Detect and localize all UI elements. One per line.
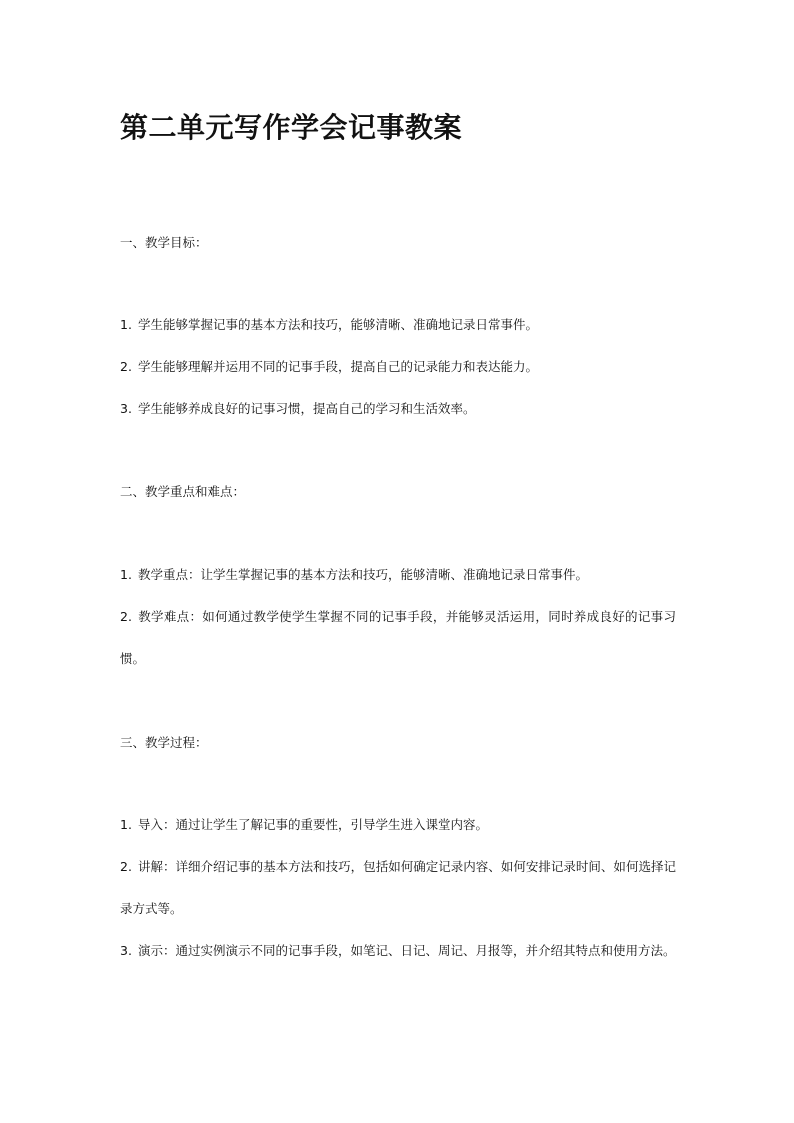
item-number: 2.	[120, 359, 132, 374]
item-text: 教学难点：如何通过教学使学生掌握不同的记事手段，并能够灵活运用，同时养成良好的记事习惯。	[120, 609, 676, 666]
item-number: 1.	[120, 567, 132, 582]
item-text: 讲解：详细介绍记事的基本方法和技巧，包括如何确定记录内容、如何安排记录时间、如何选择记录方式等。	[120, 859, 676, 916]
key-point-item-2	[120, 596, 676, 680]
section-heading-process: 三、教学过程：	[120, 735, 208, 750]
item-number: 3.	[120, 943, 132, 958]
item-text: 学生能够掌握记事的基本方法和技巧，能够清晰、准确地记录日常事件。	[137, 317, 538, 332]
item-text: 学生能够理解并运用不同的记事手段，提高自己的记录能力和表达能力。	[137, 359, 538, 374]
item-text: 演示：通过实例演示不同的记事手段，如笔记、日记、周记、月报等，并介绍其特点和使用方法。	[137, 943, 676, 958]
item-number: 3.	[120, 401, 132, 416]
item-number: 2.	[120, 609, 132, 624]
item-number: 2.	[120, 859, 132, 874]
process-item-2	[120, 846, 676, 930]
item-number: 1.	[120, 817, 132, 832]
process-item-1	[120, 804, 676, 846]
process-item-3	[120, 930, 676, 972]
item-number: 1.	[120, 317, 132, 332]
objective-item-2	[120, 346, 676, 388]
item-text: 导入：通过让学生了解记事的重要性，引导学生进入课堂内容。	[137, 817, 488, 832]
objective-item-1	[120, 304, 676, 346]
objective-item-3	[120, 388, 676, 430]
key-point-item-1	[120, 554, 676, 596]
section-heading-objectives: 一、教学目标：	[120, 235, 208, 250]
document-title: 第二单元写作学会记事教案	[120, 111, 463, 144]
section-heading-key-points: 二、教学重点和难点：	[120, 484, 246, 499]
item-text: 教学重点：让学生掌握记事的基本方法和技巧，能够清晰、准确地记录日常事件。	[137, 567, 588, 582]
item-text: 学生能够养成良好的记事习惯，提高自己的学习和生活效率。	[137, 401, 476, 416]
